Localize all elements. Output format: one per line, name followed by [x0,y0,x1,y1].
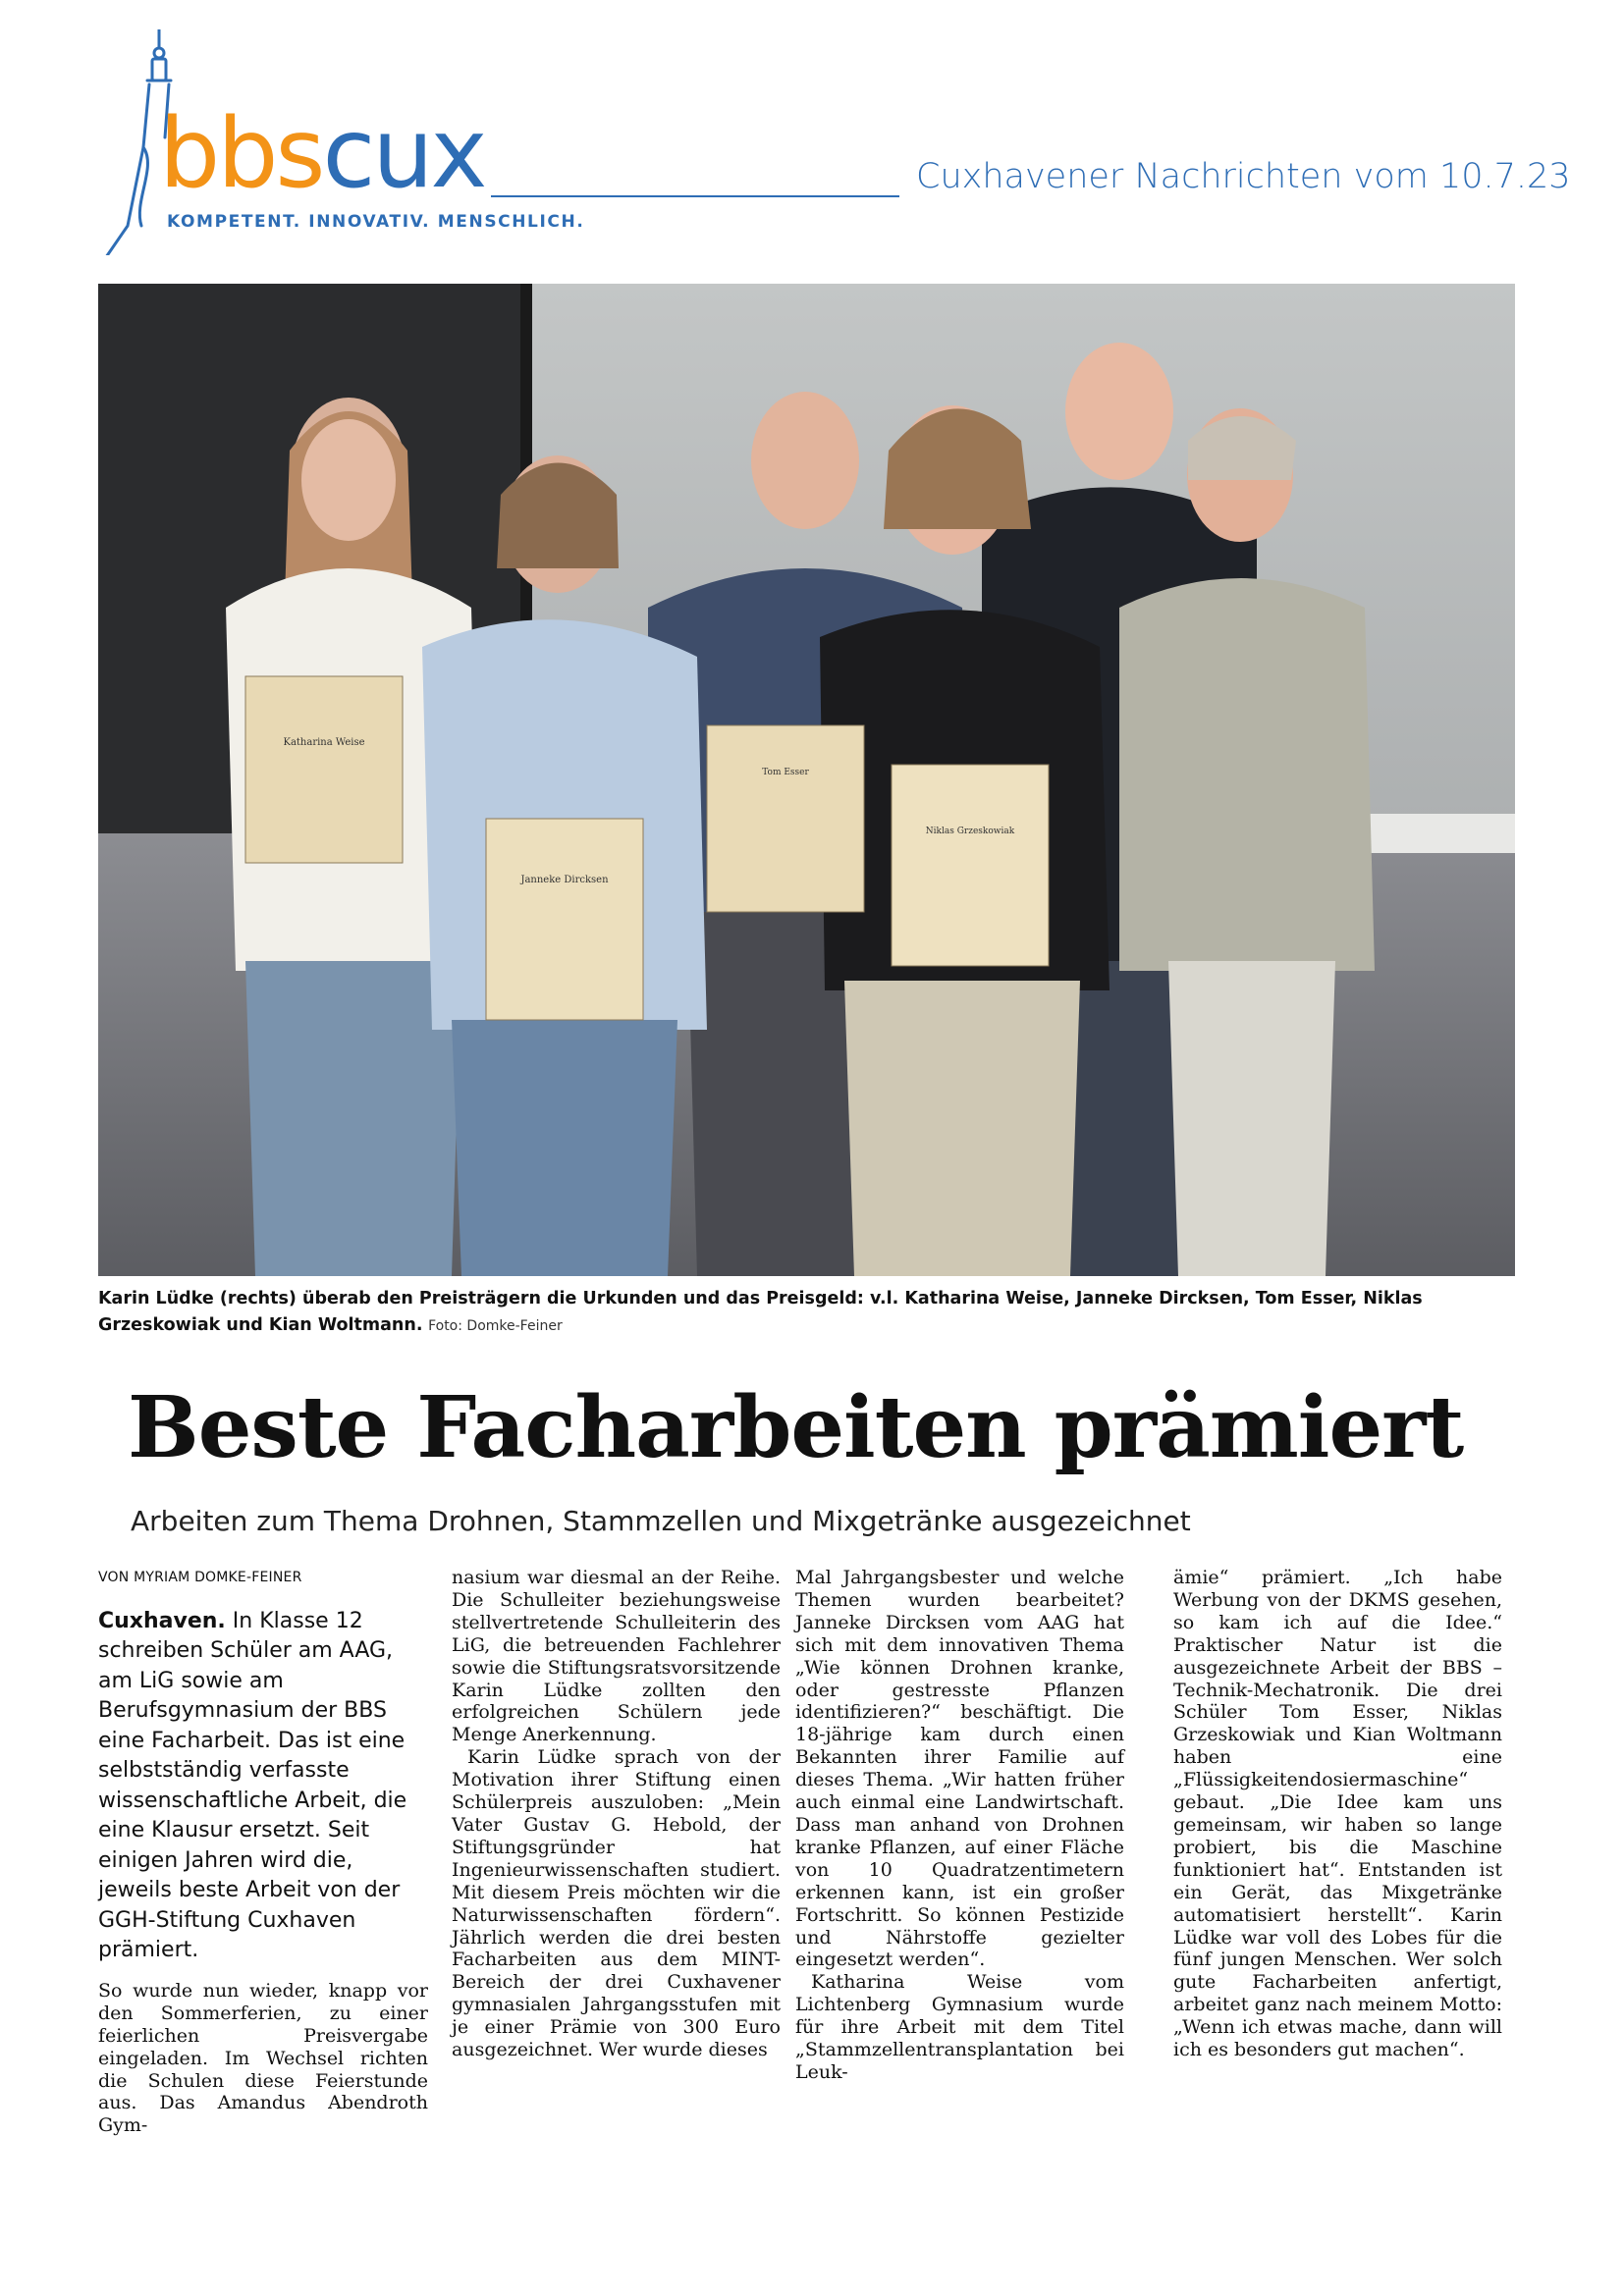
certificate-name-4: Niklas Grzeskowiak [925,827,1015,836]
paragraph: Katharina Weise vom Lichtenberg Gymnasium wurde für ihre Arbeit mit dem Titel „Stammzellentransplantation bei Leuk- [795,1971,1124,2083]
header-rule [491,195,899,197]
article-column-1 [98,1567,428,2137]
certificate-name-3: Tom Esser [762,768,809,777]
photo-caption [98,1286,1517,1340]
logo-slogan: KOMPETENT. INNOVATIV. MENSCHLICH. [167,212,585,232]
paragraph: Mal Jahrgangsbester und welche Themen wurden bearbeitet? Janneke Dircksen vom AAG hat sich mit dem innovativen Thema „Wie können Drohnen kranke, oder gestresste Pflanzen identifizieren?“ beschäftigt. Die 18-jährige kam durch einen Bekannten ihrer Familie auf dieses Thema. „Wir hatten früher auch einmal eine Landwirtschaft. Dass man anhand von Drohnen kranke Pflanzen, auf einer Fläche von 10 Quadratzentimetern erkennen kann, ist ein großer Fortschritt. So können Pestizide und Nährstoffe gezielter eingesetzt werden“. [795,1567,1124,1971]
newspaper-source: Cuxhavener Nachrichten vom 10.7.23 [916,157,1571,196]
caption-credit: Foto: Domke-Feiner [428,1318,563,1334]
article-column-3 [795,1567,1124,2084]
certificate-name-1: Katharina Weise [283,737,365,748]
paragraph: nasium war diesmal an der Reihe. Die Schulleiter beziehungsweise stellvertretende Schulleiterin des LiG, die betreuenden Fachlehrer sowie die Stiftungsratsvorsitzende Karin Lüdke zollten den erfolgreichen Schülern jede Menge Anerkennung. [452,1567,781,1746]
article-headline: Beste Facharbeiten prämiert [128,1378,1464,1477]
paragraph: So wurde nun wieder, knapp vor den Sommerferien, zu einer feierlichen Preisvergabe eingeladen. Im Wechsel richten die Schulen diese Feierstunde aus. Das Amandus Abendroth Gym- [98,1979,428,2137]
photo-illustration [98,284,1515,1276]
paragraph: Karin Lüdke sprach von der Motivation ihrer Stiftung einen Schülerpreis auszuloben: „Mein Vater Gustav G. Hebold, der Stiftungsgründer hat Ingenieurwissenschaften studiert. Mit diesem Preis möchten wir die Naturwissenschaften fördern“. Jährlich werden die drei besten Facharbeiten aus dem MINT-Bereich der drei Cuxhavener gymnasialen Jahrgangsstufen mit je einer Prämie von 300 Euro ausgezeichnet. Wer wurde dieses [452,1746,781,2061]
lead-dateline: Cuxhaven. [98,1608,226,1633]
award-photo [98,284,1515,1276]
caption-main: Karin Lüdke (rechts) überab den Preisträgern die Urkunden und das Preisgeld: v.l. Katharina Weise, Janneke Dircksen, Tom Esser, Niklas Grzeskowiak und Kian Woltmann. [98,1289,1423,1335]
article-column-2 [452,1567,781,2061]
logo-cux: cux [322,98,485,210]
certificate-tom [707,725,864,912]
paragraph: ämie“ prämiert. „Ich habe Werbung von der DKMS gesehen, so kam ich auf die Idee.“ Praktischer Natur ist die ausgezeichnete Arbeit der BBS – Technik-Mechatronik. Die drei Schüler Tom Esser, Niklas Grzeskowiak und Kian Woltmann haben eine „Flüssigkeitendosiermaschine“ gebaut. „Die Idee kam uns gemeinsam, wir haben so lange probiert, bis die Maschine funktioniert hat“. Entstanden ist ein Gerät, das Mixgetränke automatisiert herstellt“. Karin Lüdke war voll des Lobes für die fünf jungen Menschen. Wer solch gute Facharbeiten anfertigt, arbeitet ganz nach meinem Motto: „Wenn ich etwas mache, dann will ich es besonders gut machen“. [1173,1567,1502,2061]
certificate-janneke [486,819,643,1020]
article-column-4 [1173,1567,1502,2061]
article-subheadline: Arbeiten zum Thema Drohnen, Stammzellen und Mixgetränke ausgezeichnet [131,1505,1191,1537]
logo-bbs: bbs [159,98,323,210]
certificate-name-2: Janneke Dircksen [520,875,609,885]
certificate-katharina [245,676,403,863]
article-lead [98,1607,428,1966]
logo-wordmark [159,98,485,210]
article-byline: VON MYRIAM DOMKE-FEINER [98,1570,302,1585]
bbscux-logo [98,29,585,255]
lead-text: In Klasse 12 schreiben Schüler am AAG, am LiG sowie am Berufsgymnasium der BBS eine Facharbeit. Das ist eine selbstständig verfasste wissenschaftliche Arbeit, die eine Klausur ersetzt. Seit einigen Jahren wird die, jeweils beste Arbeit von der GGH-Stiftung Cuxhaven prämiert. [98,1608,407,1963]
certificate-niklas [892,765,1049,966]
